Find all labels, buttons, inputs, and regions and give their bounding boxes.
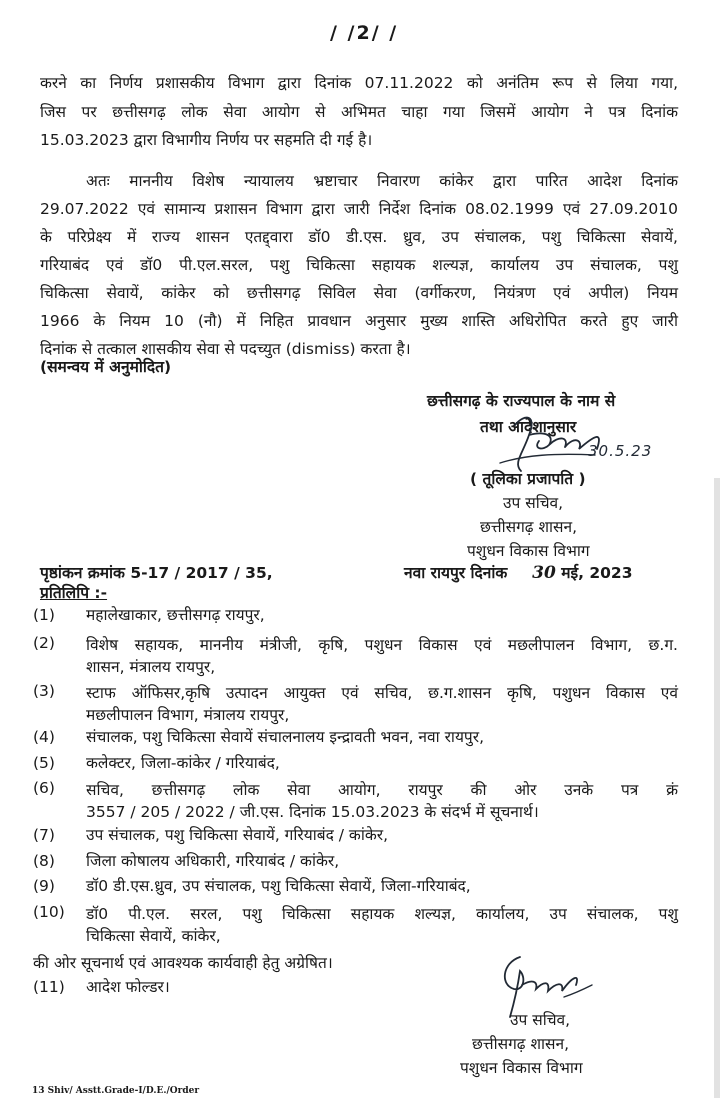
text-line: करने का निर्णय प्रशासकीय विभाग द्वारा दिनांक 07.11.2022 को अनंतिम रूप से लिया गया, <box>40 74 678 92</box>
list-number: (8) <box>33 852 55 870</box>
list-number: (7) <box>33 826 55 844</box>
list-text: संचालक, पशु चिकित्सा सेवायें संचालनालय इन्द्रावती भवन, नवा रायपुर, <box>86 728 485 746</box>
list-text: चिकित्सा सेवायें, कांकेर, <box>86 927 221 945</box>
text-line: के परिप्रेक्ष्य में राज्य शासन एतद्द्वारा डॉ0 डी.एस. ध्रुव, उप संचालक, पशु चिकित्सा सेवायें, <box>40 228 678 246</box>
copy-heading: प्रतिलिपि :- <box>40 584 108 602</box>
list-text: कलेक्टर, जिला-कांकेर / गरियाबंद, <box>86 754 280 772</box>
list-number: (5) <box>33 754 55 772</box>
list-text: स्टाफ ऑफिसर,कृषि उत्पादन आयुक्त एवं सचिव, छ.ग.शासन कृषि, पशुधन विकास एवं <box>86 684 678 702</box>
list-number: (9) <box>33 877 55 895</box>
list-number: (1) <box>33 606 55 624</box>
list-text: डॉ0 डी.एस.ध्रुव, उप संचालक, पशु चिकित्सा सेवायें, जिला-गरियाबंद, <box>86 877 471 895</box>
date-month-year: मई, 2023 <box>561 564 633 582</box>
forwarding-note: की ओर सूचनार्थ एवं आवश्यक कार्यवाही हेतु अग्रेषित। <box>33 954 333 972</box>
text-line: जिस पर छत्तीसगढ़ लोक सेवा आयोग से अभिमत चाहा गया जिसमें आयोग ने पत्र दिनांक <box>40 103 678 121</box>
list-text: शासन, मंत्रालय रायपुर, <box>86 658 216 676</box>
text-line: 29.07.2022 एवं सामान्य प्रशासन विभाग द्वारा जारी निर्देश दिनांक 08.02.1999 एवं 27.09.2010 <box>40 200 678 218</box>
endorsement-place-date <box>404 564 633 582</box>
list-number: (3) <box>33 682 55 700</box>
list-text: सचिव, छत्तीसगढ़ लोक सेवा आयोग, रायपुर की ओर उनके पत्र क्रं <box>86 781 678 799</box>
text-line: दिनांक से तत्काल शासकीय सेवा से पदच्युत (dismiss) करता है। <box>40 340 411 358</box>
signatory-designation: उप सचिव, <box>510 1011 571 1029</box>
list-text: महालेखाकार, छत्तीसगढ़ रायपुर, <box>86 606 265 624</box>
text-line: चिकित्सा सेवायें, कांकेर को छत्तीसगढ़ सिविल सेवा (वर्गीकरण, नियंत्रण एवं अपील) नियम <box>40 284 678 302</box>
list-text: मछलीपालन विभाग, मंत्रालय रायपुर, <box>86 706 290 724</box>
signatory-department: पशुधन विकास विभाग <box>460 1059 583 1077</box>
scan-edge-shadow <box>714 478 720 1098</box>
place-date-label: नवा रायपुर दिनांक <box>404 564 508 582</box>
date-day: 30 <box>532 563 556 583</box>
list-number: (2) <box>33 634 55 652</box>
list-text: 3557 / 205 / 2022 / जी.एस. दिनांक 15.03.2023 के संदर्भ में सूचनार्थ। <box>86 803 539 821</box>
text-line: 15.03.2023 द्वारा विभागीय निर्णय पर सहमति दी गई है। <box>40 131 373 149</box>
text-line: गरियाबंद एवं डॉ0 पी.एल.सरल, पशु चिकित्सा सहायक शल्यज्ञ, कार्यालय उप संचालक, पशु <box>40 256 678 274</box>
signatory-name: ( तूलिका प्रजापति ) <box>470 470 586 488</box>
text-line: 1966 के नियम 10 (नौ) में निहित प्रावधान अनुसार मुख्य शास्ति अधिरोपित करते हुए जारी <box>40 312 678 330</box>
signatory-designation: उप सचिव, <box>503 494 564 512</box>
list-number: (10) <box>33 903 65 921</box>
endorsement-number: पृष्ठांकन क्रमांक 5-17 / 2017 / 35, <box>40 564 273 582</box>
signatory-government: छत्तीसगढ़ शासन, <box>472 1035 570 1053</box>
list-text: जिला कोषालय अधिकारी, गरियाबंद / कांकेर, <box>86 852 340 870</box>
footer-reference: 13 Shiv/ Asstt.Grade-I/D.E./Order <box>32 1086 200 1096</box>
list-text: डॉ0 पी.एल. सरल, पशु चिकित्सा सहायक शल्यज्ञ, कार्यालय, उप संचालक, पशु <box>86 905 678 923</box>
list-text: आदेश फोल्डर। <box>86 978 170 996</box>
text-line: अतः माननीय विशेष न्यायालय भ्रष्टाचार निवारण कांकेर द्वारा पारित आदेश दिनांक <box>86 172 678 190</box>
list-text: विशेष सहायक, माननीय मंत्रीजी, कृषि, पशुधन विकास एवं मछलीपालन विभाग, छ.ग. <box>86 636 678 654</box>
list-text: उप संचालक, पशु चिकित्सा सेवायें, गरियाबंद / कांकेर, <box>86 826 389 844</box>
list-number: (4) <box>33 728 55 746</box>
order-line: तथा आदेशानुसार <box>480 418 577 436</box>
page-number: / /2/ / <box>330 22 399 44</box>
governor-order-line: छत्तीसगढ़ के राज्यपाल के नाम से <box>427 392 616 410</box>
signatory-government: छत्तीसगढ़ शासन, <box>480 518 578 536</box>
list-number: (11) <box>33 978 65 996</box>
approved-note: (समन्वय में अनुमोदित) <box>40 358 172 376</box>
signature-date: 30.5.23 <box>588 442 653 460</box>
list-number: (6) <box>33 779 55 797</box>
signatory-department: पशुधन विकास विभाग <box>467 542 590 560</box>
